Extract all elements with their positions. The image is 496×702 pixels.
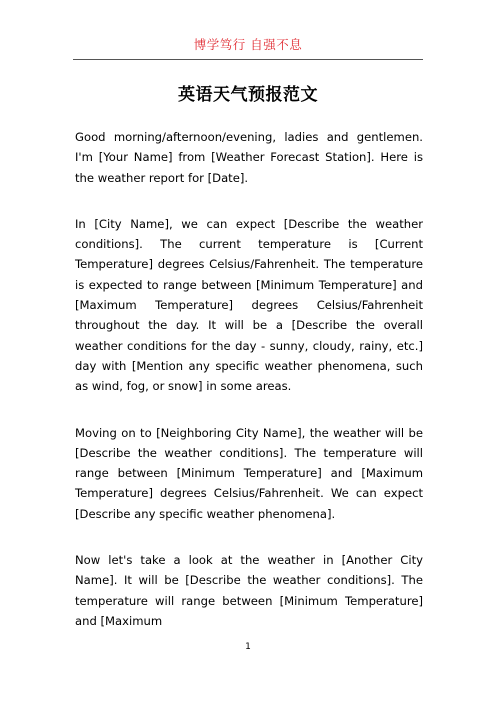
- document-body: [75, 127, 423, 657]
- paragraph-city-weather: In [City Name], we can expect [Describe the weather conditions]. The current temperature is [Current Temperature] degrees Celsius/Fahrenheit. The temperature is expected to range between [Minimum Temperature] and [Maximum Temperature] degrees Celsius/Fahrenheit throughout the day. It will be a [Describe the overall weather conditions for the day - sunny, cloudy, rainy, etc.] day with [Mention any specific weather phenomena, such as wind, fog, or snow] in some areas.: [75, 216, 423, 394]
- page-header-motto: 博学笃行 自强不息: [193, 37, 303, 52]
- document-title: 英语天气预报范文: [178, 85, 318, 105]
- paragraph-greeting: Good morning/afternoon/evening, ladies and gentlemen. I'm [Your Name] from [Weather Forecast Station]. Here is the weather report for [Date].: [75, 130, 423, 185]
- paragraph-neighboring-city: Moving on to [Neighboring City Name], the weather will be [Describe the weather conditions]. The temperature will range between [Minimum Temperature] and [Maximum Temperature] degrees Celsius/Fahrenheit. We can expect [Describe any specific weather phenomena].: [75, 425, 423, 521]
- paragraph-another-city: Now let's take a look at the weather in [Another City Name]. It will be [Describe the weather conditions]. The temperature will range between [Minimum Temperature] and [Maximum: [75, 553, 423, 628]
- page-number: 1: [245, 642, 251, 652]
- header-divider: [73, 59, 423, 60]
